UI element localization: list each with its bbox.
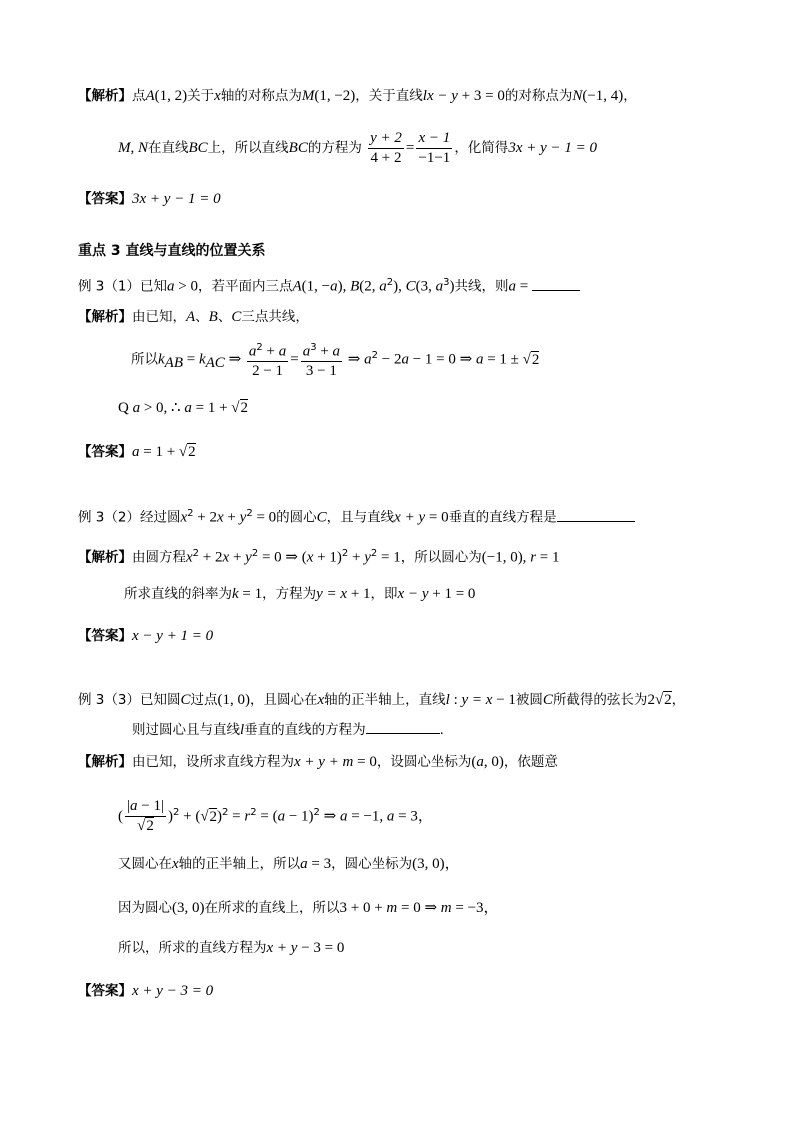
fraction: $\frac{x - 1}{-1-1}$ — [418, 129, 451, 166]
analysis-line: 因为圆心(3, 0)在所求的直线上，所以3 + 0 + m = 0 ⇒ m = −3， — [118, 900, 499, 916]
question-line: 例 3（2）经过圆$x^2 + 2x + y^2 = 0$的圆心C，且与直线x + y = 0垂直的直线方程是 — [78, 504, 635, 528]
answer-label: 【答案】 — [78, 191, 132, 207]
analysis-line: 【解析】由已知，设所求直线方程为x + y + m = 0，设圆心坐标为(a, 0)，依题意 — [78, 754, 558, 770]
analysis-line-1: 【解析】点A(1, 2)关于x轴的对称点为M(1, −2)，关于直线lx − y + 3 = 0的对称点为N(−1, 4)， — [78, 88, 637, 104]
answer-line: 【答案】x + y − 3 = 0 — [78, 983, 214, 999]
answer-blank — [366, 721, 440, 734]
question-line: 例 3（1）已知a > 0，若平面内三点A(1, −a), B(2, $a^2$), C(3, $a^3$)共线，则a = — [78, 273, 580, 297]
analysis-label: 【解析】 — [78, 88, 132, 104]
analysis-line: 又圆心在x轴的正半轴上，所以a = 3，圆心坐标为(3, 0)， — [118, 856, 460, 872]
answer-blank — [532, 278, 580, 291]
analysis-line: 所求直线的斜率为k = 1，方程为y = x + 1，即x − y + 1 = 0 — [124, 586, 476, 602]
analysis-line: 所以，所求的直线方程为x + y − 3 = 0 — [118, 940, 345, 956]
question-line: 则过圆心且与直线l垂直的直线的方程为 . — [132, 722, 444, 738]
analysis-line: 【解析】由圆方程$x^2 + 2x + y^2 = 0$ ⇒ $(x + 1)^2 + y^2 = 1$，所以圆心为(−1, 0), r = 1 — [78, 548, 560, 566]
analysis-line-2: M, N在直线BC上，所以直线BC的方程为 $\frac{y + 2}{4 + 2}$ = $\frac{x - 1}{-1-1}$ ，化简得3x + y − 1 = 0 — [118, 129, 597, 166]
answer-line: 【答案】x − y + 1 = 0 — [78, 628, 214, 644]
question-line: 例 3（3）已知圆C过点(1, 0)，且圆心在x轴的正半轴上，直线l : y = x − 1被圆C所截得的弦长为2√2， — [78, 692, 686, 708]
analysis-line: ( $\frac{|a - 1|}{√2}$ )$^2 + (√2)^2 = r^2 = (a - 1)^2$ ⇒ a = −1, a = 3， — [118, 798, 433, 834]
section-title: 重点 3 直线与直线的位置关系 — [78, 243, 266, 259]
analysis-line: 【解析】由已知，A、B、C三点共线， — [78, 309, 309, 325]
answer-line: 【答案】a = 1 + √2 — [78, 444, 196, 460]
analysis-line: 所以$k_{AB} = k_{AC}$ ⇒ $\frac{a^2 + a}{2 - 1}$ = $\frac{a^3 + a}{3 - 1}$ ⇒ $a^2 - 2a - 1 = 0$ ⇒ a = 1 ± √2 — [131, 336, 539, 383]
fraction: $\frac{y + 2}{4 + 2}$ — [370, 129, 402, 166]
answer-blank — [557, 509, 635, 522]
analysis-line: Q a > 0, ∴ a = 1 + √2 — [118, 400, 249, 416]
answer-line: 【答案】3x + y − 1 = 0 — [78, 191, 221, 207]
math-expr: A — [145, 88, 155, 104]
